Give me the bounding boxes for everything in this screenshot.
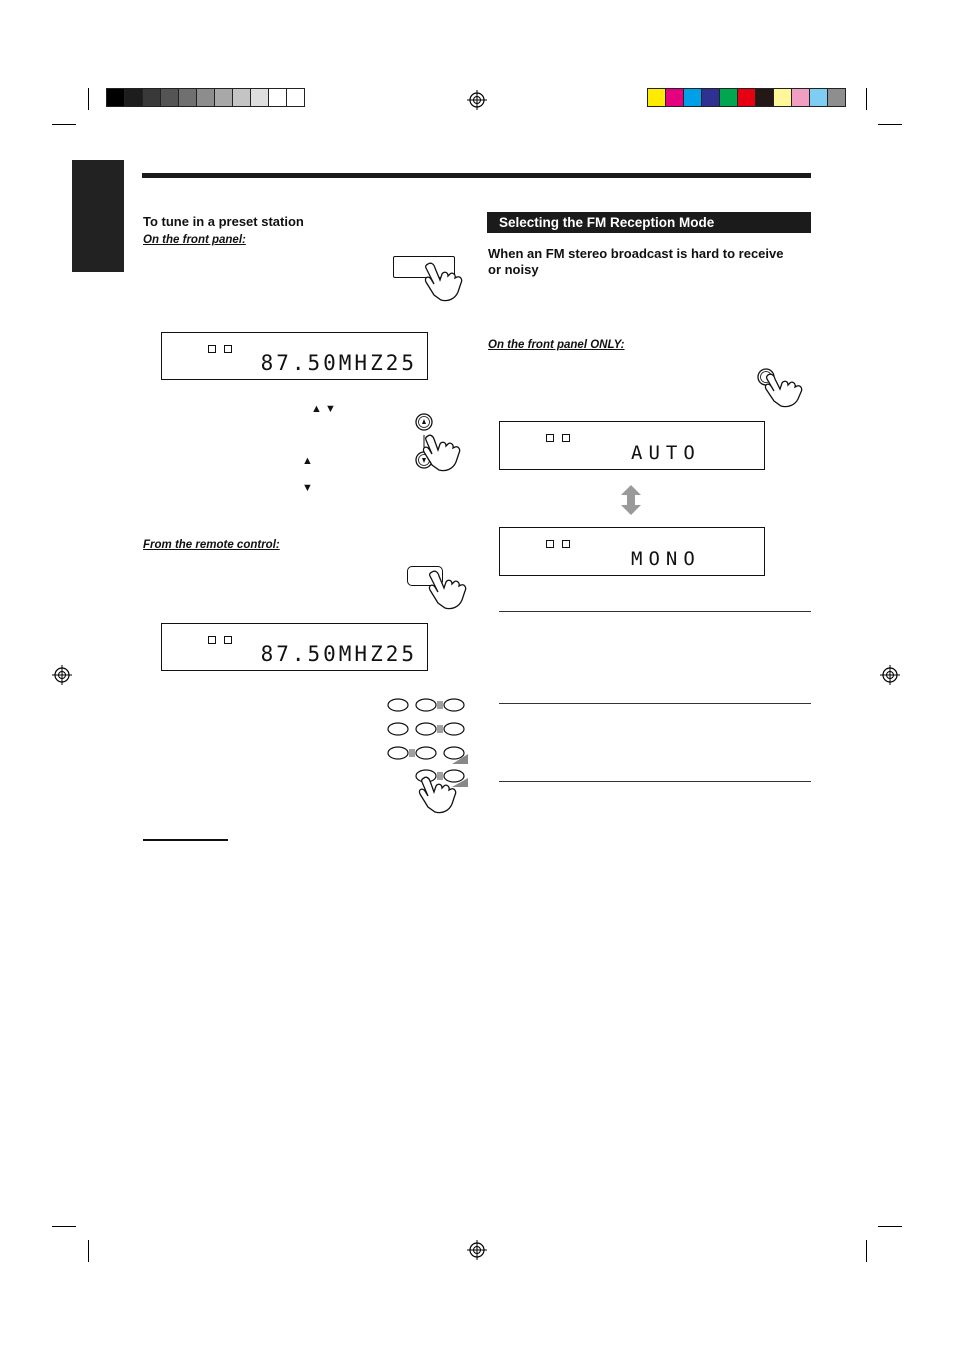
- fm-subheading: When an FM stereo broadcast is hard to receive or noisy: [488, 246, 784, 277]
- frequency-readout: 87.50MHZ25: [260, 642, 417, 666]
- language-tab: [72, 160, 124, 272]
- registration-mark-icon: [467, 1240, 487, 1260]
- grayscale-swatch: [215, 89, 233, 106]
- grayscale-swatch: [269, 89, 287, 106]
- remote-numeric-keypad[interactable]: [384, 694, 474, 816]
- section-title-bar: Selecting the FM Reception Mode: [487, 212, 811, 233]
- frequency-readout: 87.50MHZ25: [260, 351, 417, 375]
- hand-press-icon: [424, 570, 476, 610]
- registration-mark-icon: [52, 665, 72, 685]
- registration-mark-icon: [880, 665, 900, 685]
- preset-station-heading: To tune in a preset station: [143, 214, 304, 229]
- grayscale-swatch: [251, 89, 269, 106]
- grayscale-swatch: [287, 89, 304, 106]
- grayscale-swatch: [143, 89, 161, 106]
- preset-up-down-buttons[interactable]: [412, 410, 474, 478]
- display-indicator: [224, 345, 232, 353]
- process-color-swatch: [810, 89, 828, 106]
- up-down-arrows-text: ▲ ▼: [311, 403, 336, 415]
- tuner-display: [161, 623, 428, 671]
- grayscale-swatch: [197, 89, 215, 106]
- crop-mark: [88, 1240, 89, 1262]
- registration-mark-icon: [467, 90, 487, 110]
- process-color-swatch: [666, 89, 684, 106]
- display-indicator: [224, 636, 232, 644]
- mode-readout: MONO: [631, 548, 701, 570]
- process-color-swatch: [828, 89, 845, 106]
- fm-mode-button[interactable]: [756, 367, 812, 409]
- divider-rule: [499, 703, 811, 704]
- grayscale-swatch: [161, 89, 179, 106]
- display-indicator: [562, 540, 570, 548]
- fm-mode-display-auto: [499, 421, 765, 470]
- header-rule: [142, 173, 811, 178]
- grayscale-color-bar: [106, 88, 305, 107]
- process-color-swatch: [684, 89, 702, 106]
- fm-mode-display-mono: [499, 527, 765, 576]
- hand-press-icon: [420, 262, 472, 304]
- process-color-bar: [647, 88, 846, 107]
- grayscale-swatch: [233, 89, 251, 106]
- process-color-swatch: [756, 89, 774, 106]
- tuner-display: [161, 332, 428, 380]
- display-indicator: [546, 540, 554, 548]
- front-panel-only-label: On the front panel ONLY:: [488, 339, 625, 351]
- mode-readout: AUTO: [631, 442, 701, 464]
- process-color-swatch: [702, 89, 720, 106]
- crop-mark: [878, 1226, 902, 1227]
- process-color-swatch: [648, 89, 666, 106]
- process-color-swatch: [792, 89, 810, 106]
- down-arrow-text: ▼: [302, 482, 313, 494]
- display-indicator: [546, 434, 554, 442]
- remote-control-label: From the remote control:: [143, 539, 280, 551]
- process-color-swatch: [720, 89, 738, 106]
- crop-mark: [88, 88, 89, 110]
- grayscale-swatch: [107, 89, 125, 106]
- crop-mark: [866, 88, 867, 110]
- process-color-swatch: [774, 89, 792, 106]
- display-indicator: [208, 636, 216, 644]
- display-indicator: [562, 434, 570, 442]
- grayscale-swatch: [179, 89, 197, 106]
- crop-mark: [52, 1226, 76, 1227]
- divider-rule: [499, 781, 811, 782]
- display-indicator: [208, 345, 216, 353]
- crop-mark: [878, 124, 902, 125]
- note-rule: [143, 839, 228, 841]
- grayscale-swatch: [125, 89, 143, 106]
- crop-mark: [866, 1240, 867, 1262]
- divider-rule: [499, 611, 811, 612]
- up-arrow-text: ▲: [302, 455, 313, 467]
- process-color-swatch: [738, 89, 756, 106]
- up-down-arrow-icon: [619, 484, 643, 516]
- front-panel-label: On the front panel:: [143, 234, 246, 246]
- crop-mark: [52, 124, 76, 125]
